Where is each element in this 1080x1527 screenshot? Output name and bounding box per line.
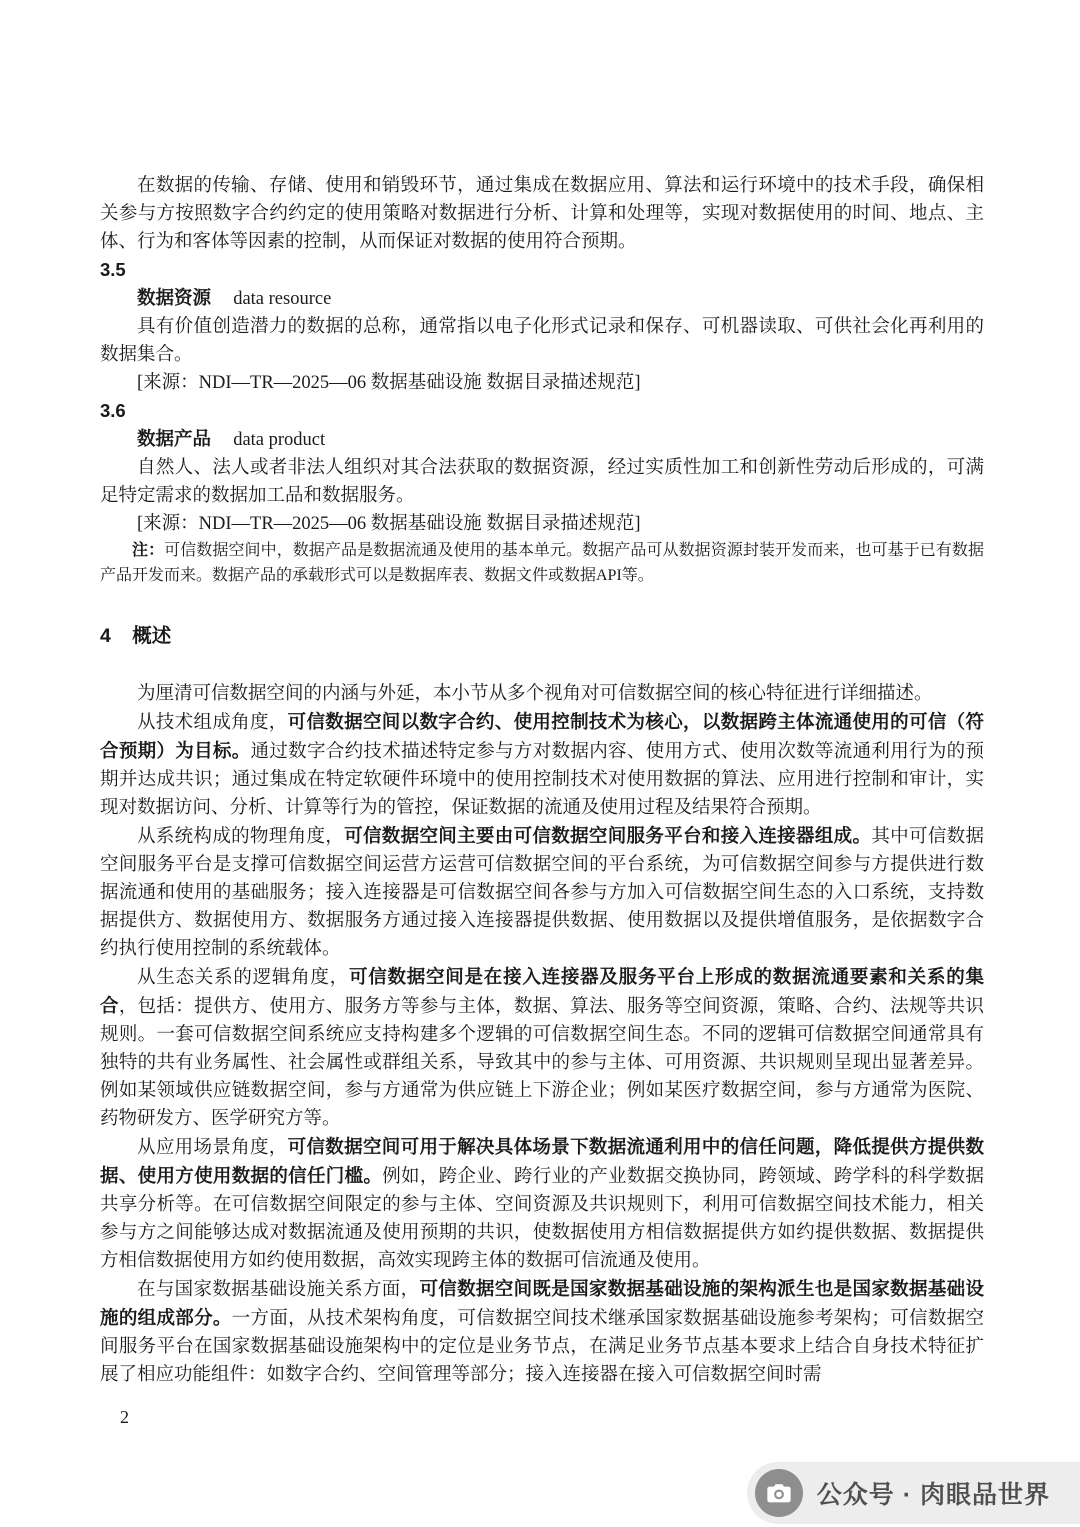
paragraph-lead: 从应用场景角度， xyxy=(137,1138,288,1158)
term-zh-data-product: 数据产品 xyxy=(137,428,212,449)
note-text: 可信数据空间中，数据产品是数据流通及使用的基本单元。数据产品可从数据资源封装开发而来，也可基于已有数据产品开发而来。数据产品的承载形式可以是数据库表、数据文件或数据API等。 xyxy=(100,542,984,584)
paragraph-lead: 从生态关系的逻辑角度， xyxy=(137,968,349,988)
clause-number-3-5: 3.5 xyxy=(100,259,126,280)
note-label: 注： xyxy=(132,542,165,559)
section-number: 4 xyxy=(100,625,111,647)
paragraph-rest: 其中可信数据空间服务平台是支撑可信数据空间运营方运营可信数据空间的平台系统，为可信数据空间参与方提供进行数据流通和使用的基础服务；接入连接器是可信数据空间各参与方加入可信数据空间生态的入口系统，支持数据提供方、数据使用方、数据服务方通过接入连接器提供数据、使用数据以及提供增值服务，是依据数字合约执行使用控制的系统载体。 xyxy=(100,827,984,959)
term-zh-data-resource: 数据资源 xyxy=(137,287,212,308)
paragraph-key-point: 可信数据空间可用于解决具体场景下数据流通利用中的信任问题，降低提供方提供数据、使用方使用数据的信任门槛。 xyxy=(100,1136,984,1186)
watermark-banner xyxy=(747,1462,1080,1524)
camera-icon xyxy=(755,1469,803,1517)
section-title: 概述 xyxy=(132,625,172,647)
paragraph-rest: ，包括：提供方、使用方、服务方等参与主体，数据、算法、服务等空间资源，策略、合约、法规等共识规则。一套可信数据空间系统应支持构建多个逻辑的可信数据空间生态。不同的逻辑可信数据空间通常具有独特的共有业务属性、社会属性或群组关系，导致其中的参与主体、可用资源、共识规则呈现出显著差异。例如某领域供应链数据空间，参与方通常为供应链上下游企业；例如某医疗数据空间，参与方通常为医院、药物研发方、医学研究方等。 xyxy=(100,997,984,1129)
paragraph-lead: 在与国家数据基础设施关系方面， xyxy=(137,1280,420,1300)
paragraph-national-data-infrastructure xyxy=(100,1275,984,1389)
term-line-data-product xyxy=(100,425,984,454)
clause-number-3-6: 3.6 xyxy=(100,400,126,421)
paragraph-key-point: 可信数据空间既是国家数据基础设施的架构派生也是国家数据基础设施的组成部分。 xyxy=(100,1278,984,1328)
page-number: 2 xyxy=(120,1407,129,1427)
paragraph-ecosystem-logic xyxy=(100,963,984,1133)
watermark-text: 公众号 · 肉眼品世界 xyxy=(816,1481,1050,1509)
definition-data-product: 自然人、法人或者非法人组织对其合法获取的数据资源，经过实质性加工和创新性劳动后形成的，可满足特定需求的数据加工品和数据服务。 xyxy=(100,458,984,506)
paragraph-rest: 一方面，从技术架构角度，可信数据空间技术继承国家数据基础设施参考架构；可信数据空间服务平台在国家数据基础设施架构中的定位是业务节点，在满足业务节点基本要求上结合自身技术特征扩展了相应功能组件：如数字合约、空间管理等部分；接入连接器在接入可信数据空间时需 xyxy=(100,1309,984,1385)
paragraph-rest: 例如，跨企业、跨行业的产业数据交换协同，跨领域、跨学科的科学数据共享分析等。在可信数据空间限定的参与主体、空间资源及共识规则下，利用可信数据空间技术能力，相关参与方之间能够达成对数据流通及使用预期的共识，使数据使用方相信数据提供方如约提供数据、数据提供方相信数据使用方如约使用数据，高效实现跨主体的数据可信流通及使用。 xyxy=(100,1167,984,1271)
definition-data-resource: 具有价值创造潜力的数据的总称，通常指以电子化形式记录和保存、可机器读取、可供社会化再利用的数据集合。 xyxy=(100,317,984,365)
term-en-data-resource: data resource xyxy=(233,289,332,309)
paragraph-overview-intro: 为厘清可信数据空间的内涵与外延，本小节从多个视角对可信数据空间的核心特征进行详细描述。 xyxy=(137,684,933,704)
term-line-data-resource xyxy=(100,284,984,313)
paragraph-key-point: 可信数据空间主要由可信数据空间服务平台和接入连接器组成。 xyxy=(344,825,872,846)
paragraph-system-composition xyxy=(100,822,984,963)
paragraph-tech-composition xyxy=(100,708,984,822)
source-reference-3-6: [来源：NDI—TR—2025—06 数据基础设施 数据目录描述规范] xyxy=(137,514,641,534)
source-reference-3-5: [来源：NDI—TR—2025—06 数据基础设施 数据目录描述规范] xyxy=(137,373,641,393)
term-en-data-product: data product xyxy=(233,430,326,450)
paragraph-usage-control-continuation: 在数据的传输、存储、使用和销毁环节，通过集成在数据应用、算法和运行环境中的技术手段，确保相关参与方按照数字合约约定的使用策略对数据进行分析、计算和处理等，实现对数据使用的时间、地点、主体、行为和客体等因素的控制，从而保证对数据的使用符合预期。 xyxy=(100,176,984,252)
paragraph-key-point: 可信数据空间是在接入连接器及服务平台上形成的数据流通要素和关系的集合 xyxy=(100,966,984,1016)
section-heading-overview xyxy=(100,622,984,650)
note-data-product xyxy=(100,538,984,588)
paragraph-key-point: 可信数据空间以数字合约、使用控制技术为核心，以数据跨主体流通使用的可信（符合预期）为目标。 xyxy=(100,711,984,761)
paragraph-lead: 从技术组成角度， xyxy=(137,713,288,733)
paragraph-rest: 通过数字合约技术描述特定参与方对数据内容、使用方式、使用次数等流通利用行为的预期并达成共识；通过集成在特定软硬件环境中的使用控制技术对使用数据的算法、应用进行控制和审计，实现对数据访问、分析、计算等行为的管控，保证数据的流通及使用过程及结果符合预期。 xyxy=(100,742,984,818)
paragraph-application-scenarios xyxy=(100,1133,984,1275)
paragraph-lead: 从系统构成的物理角度， xyxy=(137,827,345,847)
